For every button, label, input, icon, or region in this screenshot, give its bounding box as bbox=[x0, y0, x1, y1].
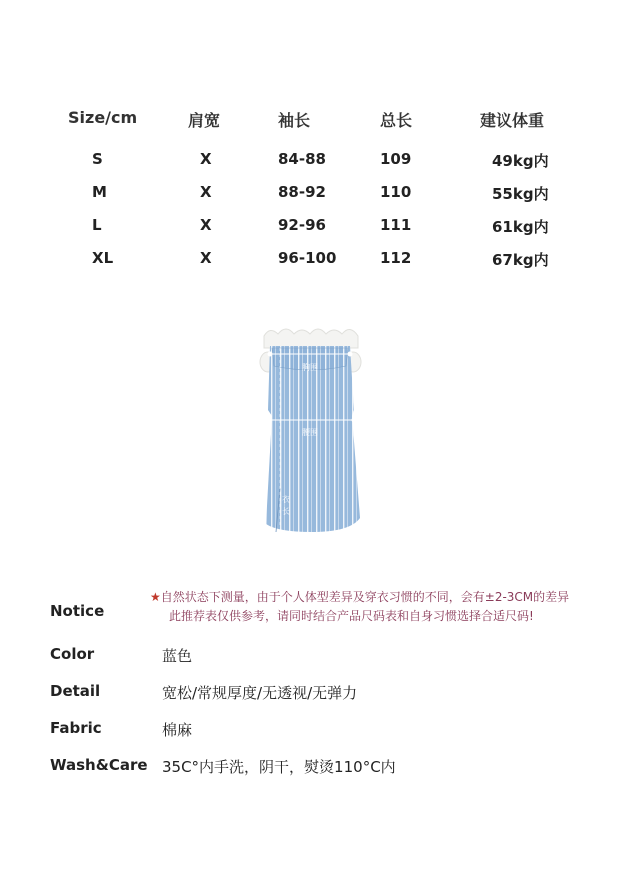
cell-size: S bbox=[92, 150, 103, 168]
header-weight: 建议体重 bbox=[480, 111, 545, 130]
detail-value: 宽松/常规厚度/无透视/无弹力 bbox=[162, 684, 358, 702]
cell-weight: 49kg内 bbox=[492, 152, 549, 170]
header-shoulder: 肩宽 bbox=[188, 111, 221, 130]
table-row bbox=[0, 150, 620, 180]
header-length: 总长 bbox=[380, 111, 413, 130]
header-size: Size/cm bbox=[68, 108, 138, 127]
wash-value: 35C°内手洗，阴干，熨烫110°C内 bbox=[162, 758, 396, 776]
notice-line-2: 此推荐表仅供参考，请同时结合产品尺码表和自身习惯选择合适尺码! bbox=[169, 609, 534, 623]
table-row bbox=[0, 249, 620, 279]
header-sleeve: 袖长 bbox=[278, 111, 311, 130]
size-table-header bbox=[0, 108, 620, 138]
cell-shoulder: X bbox=[200, 150, 212, 168]
cell-length: 110 bbox=[380, 183, 412, 201]
star-icon: ★ bbox=[150, 590, 161, 604]
chest-label: 胸围 bbox=[302, 363, 318, 372]
notice-label: Notice bbox=[50, 602, 105, 620]
notice-line-1: 自然状态下测量，由于个人体型差异及穿衣习惯的不同，会有±2-3CM的差异 bbox=[160, 590, 570, 604]
color-value: 蓝色 bbox=[162, 647, 193, 665]
cell-sleeve: 92-96 bbox=[278, 216, 326, 234]
cell-weight: 67kg内 bbox=[492, 251, 549, 269]
cell-size: XL bbox=[92, 249, 114, 267]
table-row bbox=[0, 216, 620, 246]
cell-shoulder: X bbox=[200, 216, 212, 234]
dress-illustration bbox=[250, 318, 370, 543]
cell-weight: 61kg内 bbox=[492, 218, 549, 236]
notice-text bbox=[150, 588, 610, 626]
wash-label: Wash&Care bbox=[50, 756, 148, 774]
garment-image bbox=[250, 318, 370, 543]
cell-length: 109 bbox=[380, 150, 412, 168]
color-label: Color bbox=[50, 645, 95, 663]
cell-weight: 55kg内 bbox=[492, 185, 549, 203]
cell-shoulder: X bbox=[200, 183, 212, 201]
detail-label: Detail bbox=[50, 682, 101, 700]
cell-shoulder: X bbox=[200, 249, 212, 267]
cell-length: 112 bbox=[380, 249, 412, 267]
cell-sleeve: 84-88 bbox=[278, 150, 326, 168]
length-label-char-2: 长 bbox=[282, 507, 290, 516]
table-row bbox=[0, 183, 620, 213]
cell-size: L bbox=[92, 216, 102, 234]
length-label-char-1: 衣 bbox=[282, 495, 290, 504]
cell-sleeve: 96-100 bbox=[278, 249, 337, 267]
cell-size: M bbox=[92, 183, 107, 201]
cell-length: 111 bbox=[380, 216, 412, 234]
fabric-value: 棉麻 bbox=[162, 721, 193, 739]
fabric-label: Fabric bbox=[50, 719, 102, 737]
cell-sleeve: 88-92 bbox=[278, 183, 326, 201]
waist-label: 腰围 bbox=[302, 428, 318, 437]
